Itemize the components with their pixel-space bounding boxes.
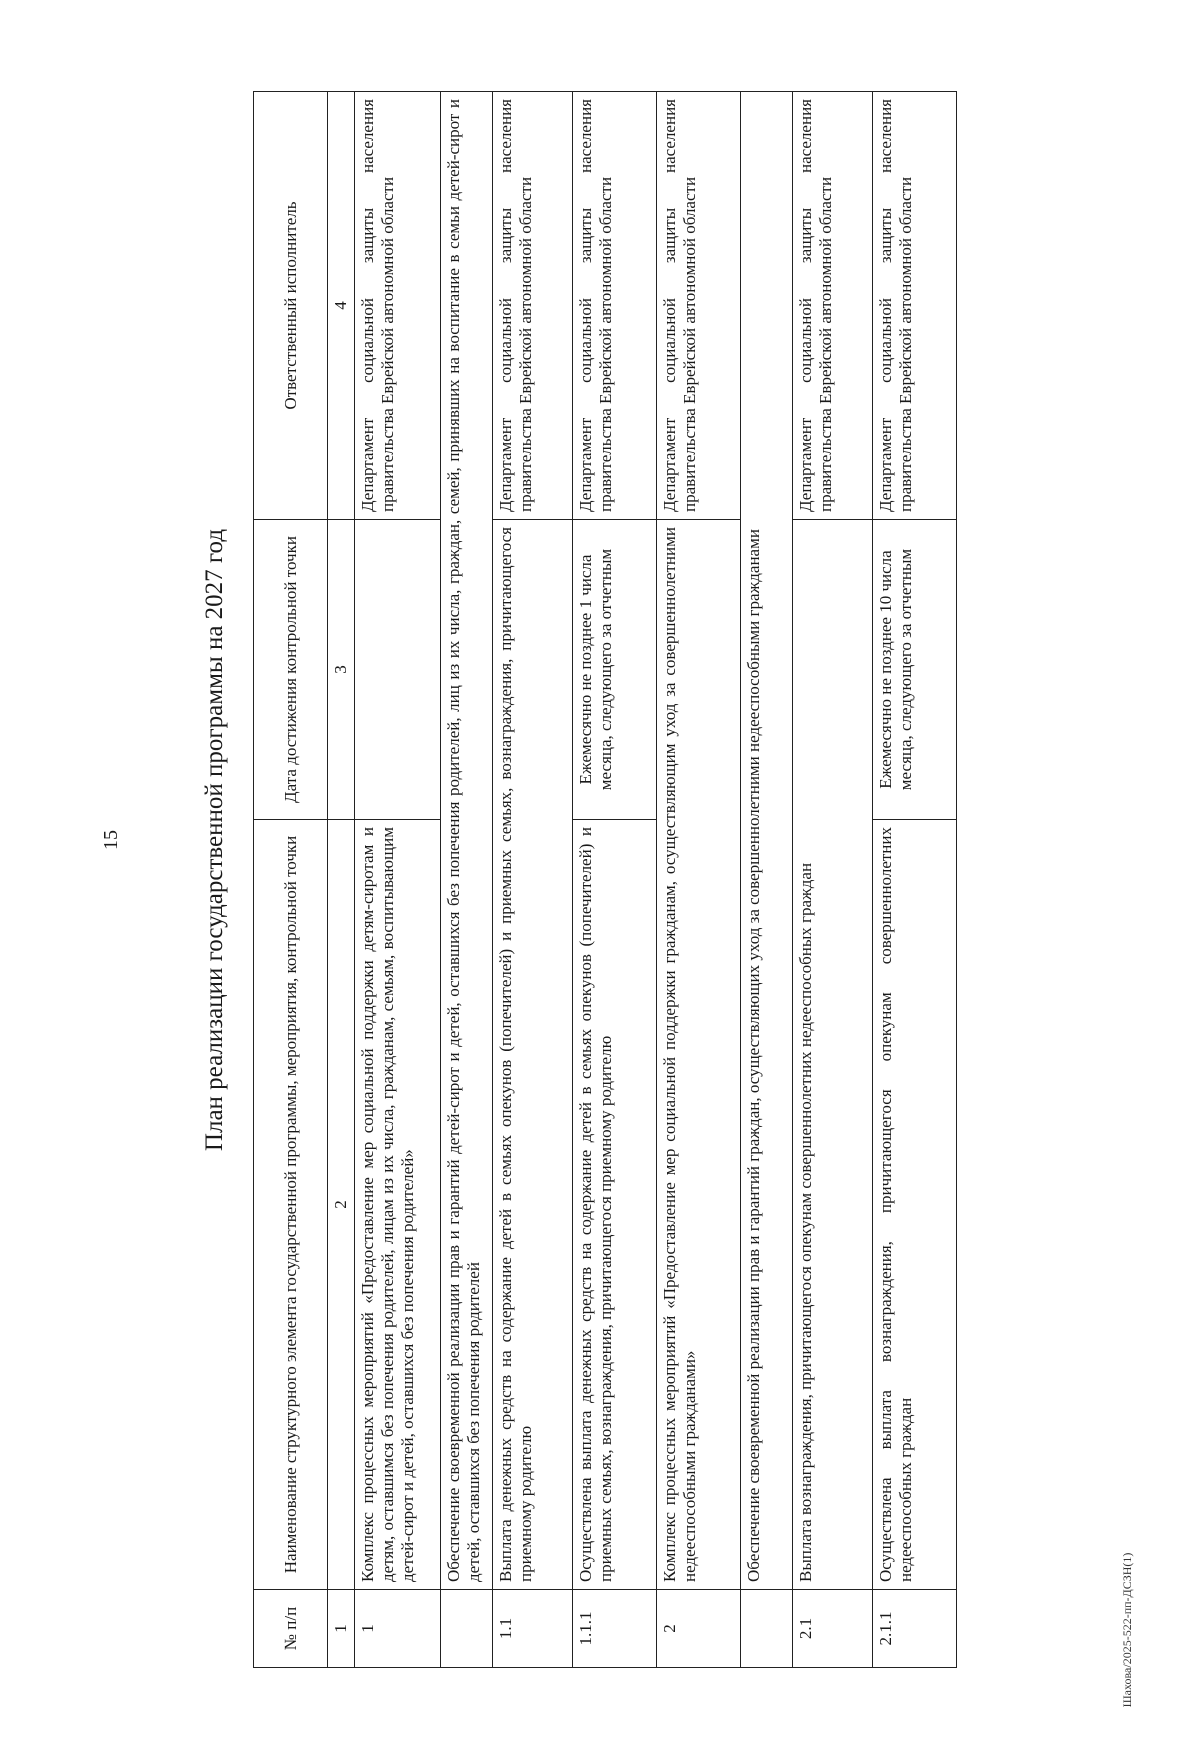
header-cell-name: Наименование структурного элемента государственной программы, мероприятия, контрольной точки [254,820,328,1590]
row-name: Осуществлена выплата вознаграждения, причитающегося опекунам совершеннолетних недееспособных граждан [872,820,956,1590]
header-cell-executor: Ответственный исполнитель [254,92,328,520]
row-name: Комплекс процессных мероприятий «Предоставление мер социальной поддержки детям-сиротам и детям, оставшимся без попечения родителей, лицам из их числа, гражданам, семьям, воспитывающим детей-сирот и детей, оставшихся без попечения родителей» [355,820,441,1590]
column-number-3: 3 [328,520,355,820]
table-header-row [254,92,328,1668]
row-date: Ежемесячно не позднее 1 числа месяца, следующего за отчетным [572,520,656,820]
row-name: Выплата вознаграждения, причитающегося опекунам совершеннолетних недееспособных граждан [792,520,872,1590]
row-executor: Департамент социальной защиты населения правительства Еврейской автономной области [872,92,956,520]
column-number-4: 4 [328,92,355,520]
page-number: 15 [100,830,122,850]
column-number-1: 1 [328,1590,355,1668]
plan-table [253,91,957,1668]
row-executor: Департамент социальной защиты населения правительства Еврейской автономной области [355,92,441,520]
row-number: 2.1 [792,1590,872,1668]
table-row [792,92,872,1668]
table-section-row [741,92,793,1668]
row-name: Выплата денежных средств на содержание детей в семьях опекунов (попечителей) и приемных семьях, вознаграждения, причитающегося приемному родителю [493,520,573,1590]
row-number: 2 [657,1590,741,1668]
table-row [572,92,656,1668]
section-number-empty [741,1590,793,1668]
table-row [872,92,956,1668]
row-name: Осуществлена выплата денежных средств на содержание детей в семьях опекунов (попечителей) и приемных семьях, вознаграждения, причитающегося приемному родителю [572,820,656,1590]
table-row [493,92,573,1668]
row-number: 1.1 [493,1590,573,1668]
row-executor: Департамент социальной защиты населения правительства Еврейской автономной области [493,92,573,520]
column-number-2: 2 [328,820,355,1590]
plan-table-container [253,92,957,1668]
table-row [355,92,441,1668]
row-name: Комплекс процессных мероприятий «Предоставление мер социальной поддержки гражданам, осуществляющим уход за совершеннолетними недееспособными гражданами» [657,520,741,1590]
document-stamp: Шахова/2025-522-пп-ДСЗН(1) [1120,1552,1134,1708]
row-date: Ежемесячно не позднее 10 числа месяца, следующего за отчетным [872,520,956,820]
section-number-empty [441,1590,493,1668]
section-text: Обеспечение своевременной реализации прав и гарантий граждан, осуществляющих уход за совершеннолетними недееспособными гражданами [741,92,793,1590]
page-title: План реализации государственной программы на 2027 год [201,528,228,1152]
header-cell-number: № п/п [254,1590,328,1668]
row-executor: Департамент социальной защиты населения правительства Еврейской автономной области [657,92,741,520]
header-cell-date: Дата достижения контрольной точки [254,520,328,820]
section-text: Обеспечение своевременной реализации прав и гарантий детей-сирот и детей, оставшихся без попечения родителей, лиц из их числа, граждан, семей, принявших на воспитание в семьи детей-сирот и детей, оставшихся без попечения родителей [441,92,493,1590]
column-number-row [328,92,355,1668]
row-number: 1 [355,1590,441,1668]
row-executor: Департамент социальной защиты населения правительства Еврейской автономной области [572,92,656,520]
row-date [355,520,441,820]
table-row [657,92,741,1668]
row-number: 2.1.1 [872,1590,956,1668]
row-executor: Департамент социальной защиты населения правительства Еврейской автономной области [792,92,872,520]
row-number: 1.1.1 [572,1590,656,1668]
table-section-row [441,92,493,1668]
